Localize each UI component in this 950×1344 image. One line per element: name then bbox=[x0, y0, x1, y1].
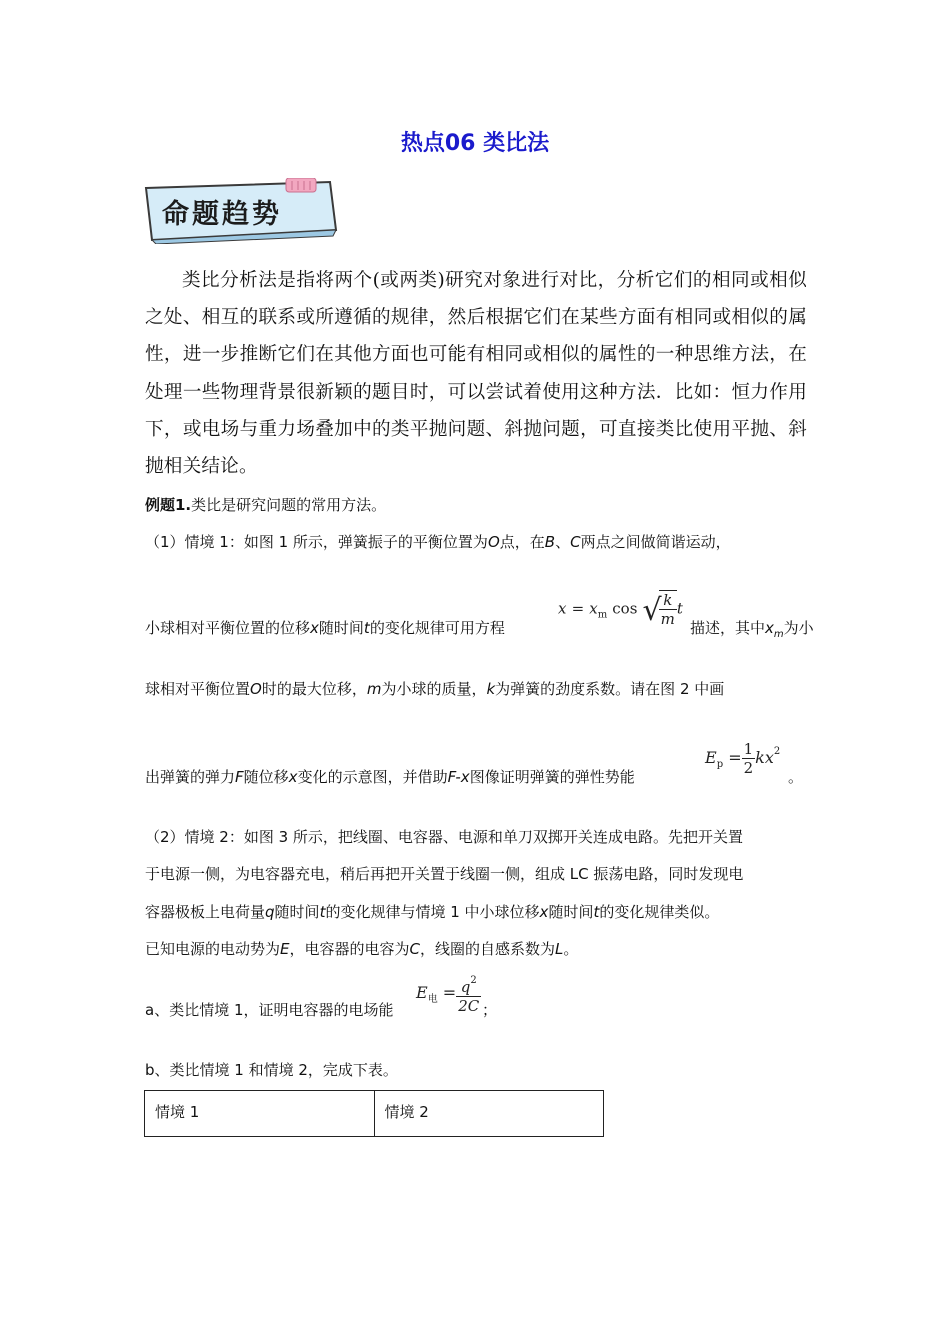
table-header-cell: 情境 2 bbox=[374, 1091, 604, 1136]
formula-electric-energy: $E_电$ = $\frac{q^2}{2C}$ bbox=[416, 972, 481, 1015]
page-title: 热点06 类比法 bbox=[400, 131, 550, 156]
formula-elastic-energy: $E_p$ = $\frac{1}{2}$ $kx^2$ bbox=[705, 740, 781, 777]
question-2-line-4: 已知电源的电动势为E，电容器的电容为C，线圈的自感系数为L。 bbox=[145, 940, 579, 958]
question-2-line-1: （2）情境 2：如图 3 所示，把线圈、电容器、电源和单刀双掷开关连成电路。先把开关置 bbox=[145, 828, 743, 846]
comparison-table bbox=[144, 1090, 604, 1137]
question-1-line-2: 小球相对平衡位置的位移x随时间t的变化规律可用方程 bbox=[145, 619, 505, 637]
example-heading bbox=[145, 494, 386, 515]
question-2-line-2: 于电源一侧，为电容器充电，稍后再把开关置于线圈一侧，组成 LC 振荡电路，同时发现电 bbox=[145, 865, 744, 883]
question-1-line-4: 出弹簧的弹力F随位移x变化的示意图，并借助F-x图像证明弹簧的弹性势能 bbox=[145, 768, 635, 786]
section-badge bbox=[140, 178, 340, 244]
question-2b: b、类比情境 1 和情境 2，完成下表。 bbox=[145, 1061, 398, 1079]
example-text: 类比是研究问题的常用方法。 bbox=[191, 496, 387, 514]
question-2a: a、类比情境 1，证明电容器的电场能 bbox=[145, 1001, 394, 1019]
intro-paragraph: 类比分析法是指将两个(或两类)研究对象进行对比，分析它们的相同或相似之处、相互的联系或所遵循的规律，然后根据它们在某些方面有相同或相似的属性，进一步推断它们在其他方面也可能有相同或相似的属性的一种思维方法，在处理一些物理背景很新颖的题目时，可以尝试着使用这种方法．比如：恒力作用下，或电场与重力场叠加中的类平抛问题、斜抛问题，可直接类比使用平抛、斜抛相关结论。 bbox=[145, 270, 807, 478]
question-1-line-2-end: 描述，其中$x_m$为小 bbox=[690, 619, 814, 640]
example-label: 例题1. bbox=[145, 496, 192, 514]
question-2-line-3: 容器极板上电荷量q随时间t的变化规律与情境 1 中小球位移x随时间t的变化规律类似。 bbox=[145, 903, 720, 921]
radical-icon: √ bbox=[642, 592, 662, 628]
question-1-line-4-end: 。 bbox=[788, 768, 804, 786]
badge-text: 命题趋势 bbox=[162, 199, 282, 230]
table-header-cell: 情境 1 bbox=[155, 1103, 200, 1121]
question-1-line-1: （1）情境 1：如图 1 所示，弹簧振子的平衡位置为O点，在B、C两点之间做简谐运动， bbox=[145, 533, 731, 551]
formula-displacement: $x = x_m$ cos √ $\frac{k}{m}$ t bbox=[558, 591, 683, 628]
question-1-line-3: 球相对平衡位置O时的最大位移，m为小球的质量，k为弹簧的劲度系数。请在图 2 中画 bbox=[145, 680, 725, 698]
question-2a-end: ； bbox=[482, 1001, 498, 1019]
